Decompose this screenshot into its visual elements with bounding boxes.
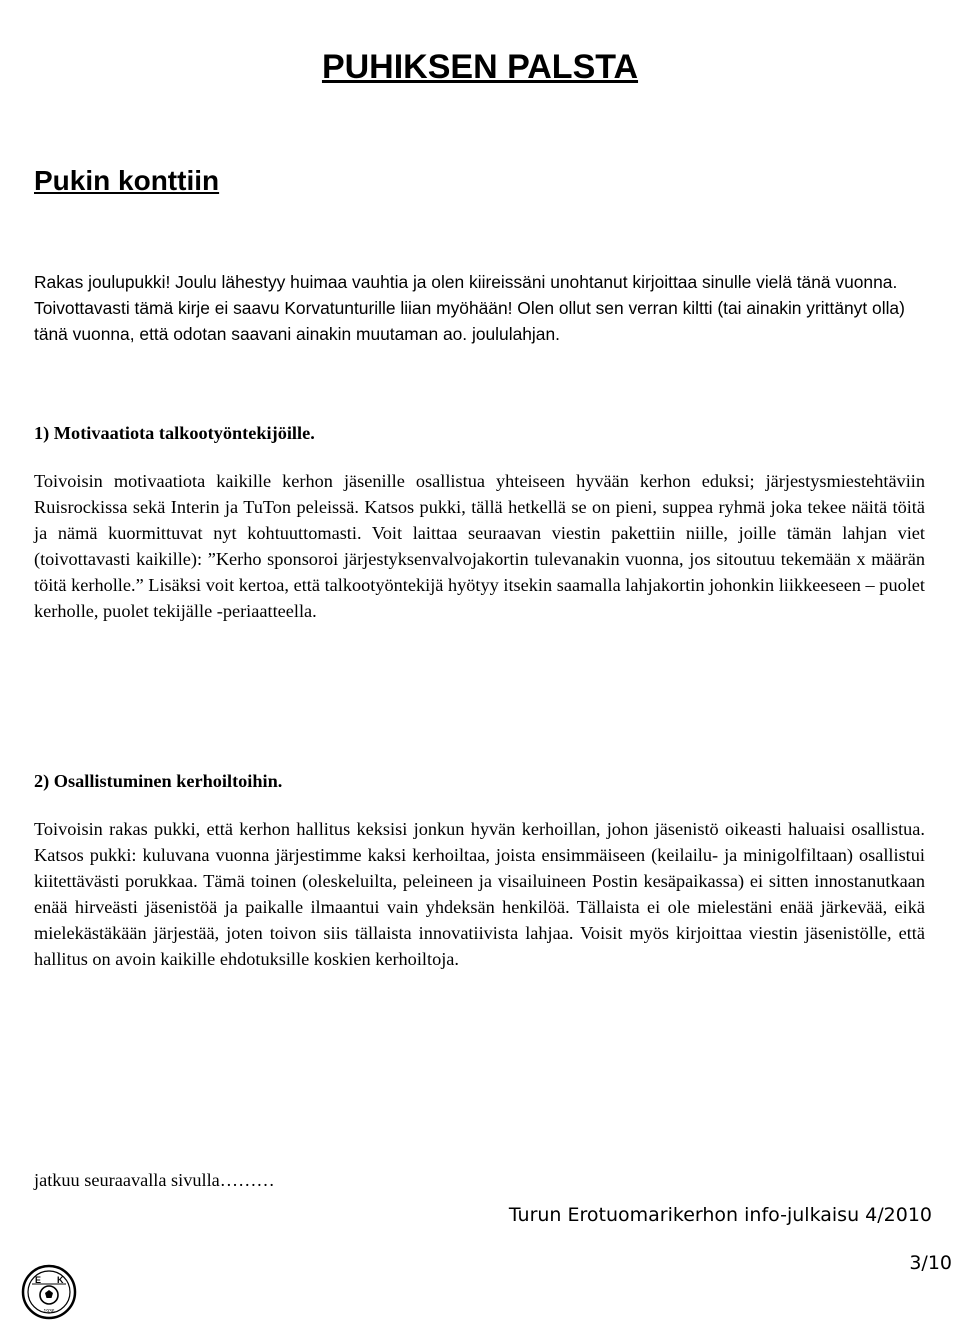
page-title: PUHIKSEN PALSTA: [321, 48, 639, 86]
intro-paragraph: Rakas joulupukki! Joulu lähestyy huimaa vauhtia ja olen kiireissäni unohtanut kirjoittaa sinulle vielä tänä vuonna. Toivottavasti tämä kirje ei saavu Korvatunturille liian myöhään! Olen ollut sen verran kiltti (tai ainakin yrittänyt olla) tänä vuonna, että odotan saavani ainakin muutaman ao. joululahjan.: [34, 272, 905, 344]
club-logo-icon: [20, 1264, 78, 1320]
logo-letter-k: K: [57, 1275, 64, 1285]
footer-publication: Turun Erotuomarikerhon info-julkaisu 4/2010: [508, 1204, 932, 1226]
continued-note: jatkuu seuraavalla sivulla………: [34, 1170, 275, 1190]
section-2-body: Toivoisin rakas pukki, että kerhon hallitus keksisi jonkun hyvän kerhoillan, johon jäsenistö oikeasti haluaisi osallistua. Katsos pukki: kuluvana vuonna järjestimme kaksi kerhoiltaa, joista ensimmäiseen (keilailu- ja minigolfiltaan) osallistui kiitettävästi porukkaa. Tämä toinen (oleskeluilta, peleineen ja visailuineen Postin kesäpaikassa) ei sitten innostanutkaan enää hirveästi jäsenistöä ja paikalle ilmaantui vain yhdeksän henkilöä. Tällaista ei ole mielestäni enää järkevää, eikä mielekästäkään järjestää, joten toivon siis tällaista innovatiivista lahjaa. Voisit myös kirjoittaa viestin jäsenistölle, että hallitus on avoin kaikille ehdotuksille koskien kerhoiltoja.: [34, 819, 925, 969]
article-title: Pukin konttiin: [34, 165, 220, 196]
section-2-heading: 2) Osallistuminen kerhoiltoihin.: [34, 771, 283, 791]
section-1-body: Toivoisin motivaatiota kaikille kerhon jäsenille osallistua yhteiseen hyvään kerhon eduksi; järjestysmiestehtäviin Ruisrockissa sekä Interin ja TuTon peleissä. Katsos pukki, tällä hetkellä se on pieni, suppea ryhmä joka tekee näitä töitä ja nämä kuormittuvat nyt kohtuuttomasti. Voit laittaa seuraavan viestin pakettiin niille, joille tämän lahjan viet (toivottavasti kaikille): ”Kerho sponsoroi järjestyksenvalvojakortin tulevanakin vuonna, jos sitoutuu tekemään x määrän töitä kerholle.” Lisäksi voit kertoa, että talkootyöntekijä hyötyy itsekin saamalla lahjakortin johonkin liikkeeseen – puolet kerholle, puolet tekijälle -periaatteella.: [34, 471, 925, 621]
page-number: 3/10: [909, 1252, 952, 1274]
logo-year: 1936: [43, 1309, 55, 1315]
logo-letter-e: E: [35, 1275, 42, 1285]
section-1-heading: 1) Motivaatiota talkootyöntekijöille.: [34, 423, 315, 443]
